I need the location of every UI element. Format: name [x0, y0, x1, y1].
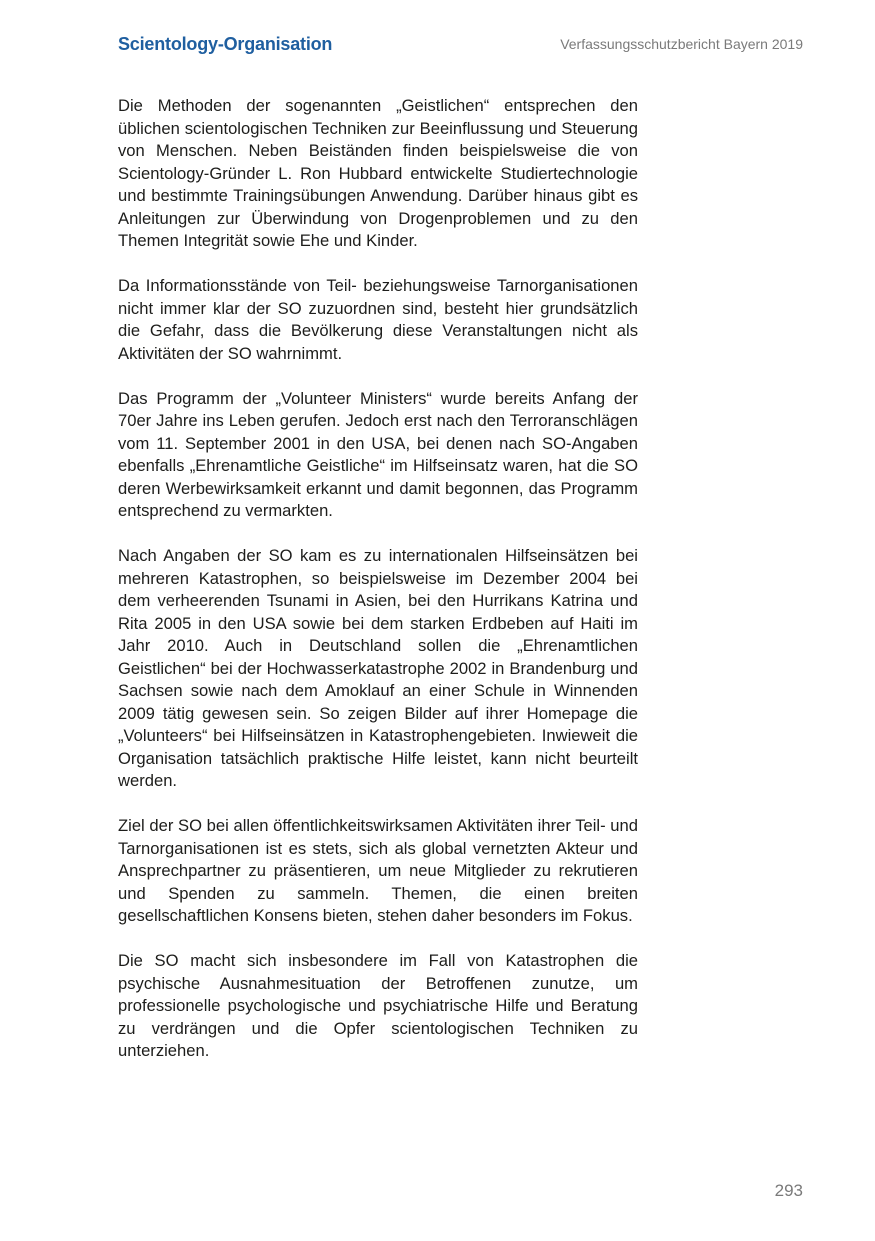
paragraph: Die Methoden der sogenannten „Geistlichen“ entsprechen den üblichen scientologischen Techniken zur Beeinflussung und Steuerung von Menschen. Neben Beiständen finden beispielsweise die von Scientology-Gründer L. Ron Hubbard entwickelte Studiertechnologie und bestimmte Trainingsübungen Anwendung. Darüber hinaus gibt es Anleitungen zur Überwindung von Drogenproblemen und zu den Themen Integrität sowie Ehe und Kinder.	[118, 96, 638, 250]
paragraph: Das Programm der „Volunteer Ministers“ wurde bereits Anfang der 70er Jahre ins Leben gerufen. Jedoch erst nach den Terroranschlägen vom 11. September 2001 in den USA, bei denen nach SO-Angaben ebenfalls „Ehrenamtliche Geistliche“ im Hilfseinsatz waren, hat die SO deren Werbewirksamkeit erkannt und damit begonnen, das Programm entsprechend zu vermarkten.	[118, 388, 638, 520]
paragraph: Ziel der SO bei allen öffentlichkeitswirksamen Aktivitäten ihrer Teil- und Tarnorganisationen ist es stets, sich als global vernetzten Akteur und Ansprechpartner zu präsentieren, um neue Mitglieder zu rekrutieren und Spenden zu sammeln. Themen, die einen breiten gesellschaftlichen Konsens bieten, stehen daher besonders im Fokus.	[118, 816, 638, 925]
page-number: 293	[774, 1181, 803, 1200]
paragraph: Die SO macht sich insbesondere im Fall von Katastrophen die psychische Ausnahmesituation der Betroffenen zunutze, um professionelle psychologische und psychiatrische Hilfe und Beratung zu verdrängen und die Opfer scientologischen Techniken zu unterziehen.	[118, 951, 638, 1060]
section-title: Scientology-Organisation	[118, 34, 333, 54]
body-text	[118, 95, 638, 1085]
paragraph: Da Informationsstände von Teil- beziehungsweise Tarnorganisationen nicht immer klar der SO zuzuordnen sind, besteht hier grundsätzlich die Gefahr, dass die Bevölkerung diese Veranstaltungen nicht als Aktivitäten der SO wahrnimmt.	[118, 276, 638, 363]
paragraph: Nach Angaben der SO kam es zu internationalen Hilfseinsätzen bei mehreren Katastrophen, so beispielsweise im Dezember 2004 bei dem verheerenden Tsunami in Asien, bei den Hurrikans Katrina und Rita 2005 in den USA sowie bei dem starken Erdbeben auf Haiti im Jahr 2010. Auch in Deutschland sollen die „Ehrenamtlichen Geistlichen“ bei der Hochwasserkatastrophe 2002 in Brandenburg und Sachsen sowie nach dem Amoklauf an einer Schule in Winnenden 2009 tätig gewesen sein. So zeigen Bilder auf ihrer Homepage die „Volunteers“ bei Hilfseinsätzen in Katastrophengebieten. Inwieweit die Organisation tatsächlich praktische Hilfe leistet, kann nicht beurteilt werden.	[118, 546, 638, 790]
report-title: Verfassungsschutzbericht Bayern 2019	[560, 36, 803, 52]
